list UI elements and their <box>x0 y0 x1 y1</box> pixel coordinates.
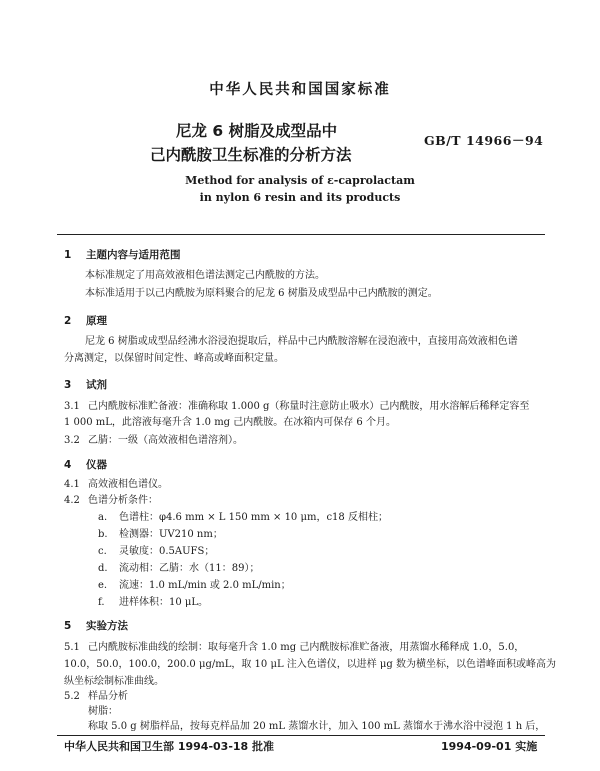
clause-number: 4.2 <box>64 495 80 506</box>
english-title-line-1: Method for analysis of ε-caprolactam <box>185 174 415 187</box>
approval-date: 中华人民共和国卫生部 1994-03-18 批准 <box>64 740 275 753</box>
list-item-marker: f. <box>98 597 105 608</box>
paragraph: 样品分析 <box>88 691 128 702</box>
list-item: 检测器：UV210 nm； <box>119 529 223 540</box>
paragraph: 称取 5.0 g 树脂样品，按每克样品加 20 mL 蒸馏水计，加入 100 mL 蒸馏水于沸水浴中浸泡 1 h 后， <box>88 721 546 732</box>
paragraph: 分离测定，以保留时间定性、峰高或峰面积定量。 <box>64 353 284 364</box>
section-3-heading <box>64 377 107 392</box>
clause-number: 4.1 <box>64 479 80 490</box>
paragraph: 本标准适用于以己内酰胺为原料聚合的尼龙 6 树脂及成型品中己内酰胺的测定。 <box>85 288 438 299</box>
list-item-marker: e. <box>98 580 108 591</box>
list-item: 色谱柱：φ4.6 mm × L 150 mm × 10 μm，c18 反相柱； <box>119 512 388 523</box>
paragraph: 纵坐标绘制标准曲线。 <box>64 676 164 687</box>
section-title: 原理 <box>86 315 107 327</box>
section-2-heading <box>64 313 107 328</box>
paragraph: 尼龙 6 树脂或成型品经沸水浴浸泡提取后，样品中己内酰胺溶解在浸泡液中，直接用高效液相色谱 <box>85 336 518 347</box>
clause-number: 5.2 <box>64 691 80 702</box>
section-number: 3 <box>64 379 72 391</box>
section-number: 1 <box>64 249 72 261</box>
section-1-heading <box>64 247 181 262</box>
clause-number: 5.1 <box>64 642 80 653</box>
section-title: 试剂 <box>86 379 107 391</box>
title-line-2: 己内酰胺卫生标准的分析方法 <box>150 146 352 164</box>
list-item-marker: c. <box>98 546 107 557</box>
english-title-line-2: in nylon 6 resin and its products <box>199 191 401 204</box>
paragraph: 色谱分析条件： <box>88 495 158 506</box>
paragraph: 高效液相色谱仪。 <box>88 479 168 490</box>
paragraph: 乙腈：一级（高效液相色谱溶剂）。 <box>88 435 243 446</box>
list-item-marker: b. <box>98 529 108 540</box>
list-item-marker: a. <box>98 512 108 523</box>
section-number: 5 <box>64 620 72 632</box>
paragraph: 本标准规定了用高效液相色谱法测定己内酰胺的方法。 <box>85 270 325 281</box>
paragraph: 树脂： <box>88 706 118 717</box>
standard-number: GB/T 14966－94 <box>424 133 544 148</box>
section-title: 仪器 <box>86 459 107 471</box>
footer-rule <box>57 735 545 736</box>
paragraph: 己内酰胺标准曲线的绘制：取每毫升含 1.0 mg 己内酰胺标准贮备液，用蒸馏水稀释成 1.0，5.0， <box>88 642 525 653</box>
list-item: 流速：1.0 mL/min 或 2.0 mL/min； <box>119 580 291 591</box>
header-rule <box>57 234 545 235</box>
title-line-1: 尼龙 6 树脂及成型品中 <box>176 122 338 140</box>
section-title: 实验方法 <box>86 620 128 632</box>
section-4-heading <box>64 457 107 472</box>
list-item: 流动相：乙腈：水（11：89）； <box>119 563 260 574</box>
paragraph: 己内酰胺标准贮备液：准确称取 1.000 g（称量时注意防止吸水）己内酰胺，用水溶解后稀释定容至 <box>88 401 530 412</box>
paragraph: 10.0，50.0，100.0，200.0 μg/mL，取 10 μL 注入色谱仪，以进样 μg 数为横坐标，以色谱峰面积或峰高为 <box>64 659 557 670</box>
list-item-marker: d. <box>98 563 108 574</box>
section-number: 4 <box>64 459 72 471</box>
implementation-date: 1994-09-01 实施 <box>441 740 538 753</box>
section-number: 2 <box>64 315 72 327</box>
clause-number: 3.1 <box>64 401 80 412</box>
list-item: 灵敏度：0.5AUFS； <box>119 546 215 557</box>
clause-number: 3.2 <box>64 435 80 446</box>
standard-header: 中华人民共和国国家标准 <box>209 82 391 98</box>
list-item: 进样体积：10 μL。 <box>119 597 209 608</box>
section-5-heading <box>64 618 128 633</box>
section-title: 主题内容与适用范围 <box>86 249 181 261</box>
paragraph: 1 000 mL，此溶液每毫升含 1.0 mg 己内酰胺。在冰箱内可保存 6 个月。 <box>64 417 396 428</box>
